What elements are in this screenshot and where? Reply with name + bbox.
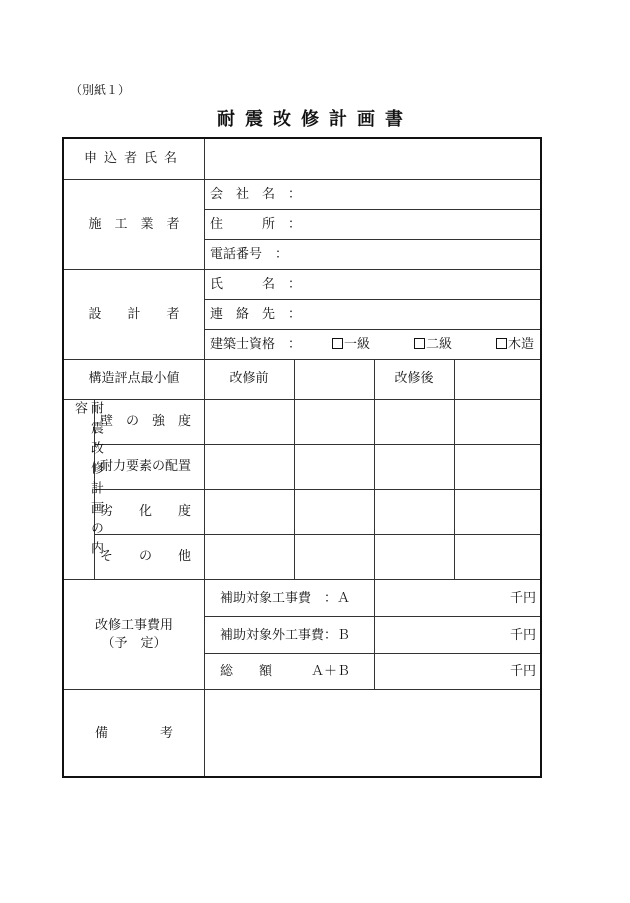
row-divider <box>64 689 540 690</box>
structure-score-label: 構造評点最小値 <box>88 371 180 386</box>
plan-content-label: 耐震改修計画の内容 <box>72 401 103 561</box>
row-divider <box>94 534 540 535</box>
cost-total-label: 総 額 Ａ＋Ｂ <box>220 664 351 679</box>
row-divider <box>94 489 540 490</box>
plan-item-layout: 耐力要素の配置 <box>100 459 192 474</box>
plan-item-deterioration: 劣 化 度 <box>100 504 192 519</box>
plan-item-other: そ の 他 <box>100 549 192 564</box>
row-divider <box>204 329 540 330</box>
column-divider <box>374 359 375 579</box>
page-title: 耐震改修計画書 <box>217 109 413 130</box>
qualification-option-3[interactable] <box>496 337 534 353</box>
annex-label: （別紙１） <box>70 83 131 97</box>
contractor-address-label: 住 所 ： <box>210 217 302 232</box>
cost-unsubsidized-label: 補助対象外工事費：Ｂ <box>220 628 351 643</box>
contractor-company-label: 会 社 名 ： <box>210 187 302 202</box>
row-divider <box>64 179 540 180</box>
column-divider <box>454 359 455 579</box>
remarks-label: 備 考 <box>94 726 173 741</box>
row-divider <box>204 616 540 617</box>
column-divider <box>294 359 295 579</box>
qualification-option-1[interactable] <box>332 337 370 353</box>
qualification-option-2[interactable] <box>414 337 452 353</box>
before-retrofit-label: 改修前 <box>229 371 269 386</box>
cost-label: 改修工事費用 <box>94 618 173 633</box>
cost-subsidized-unit: 千円 <box>510 591 537 606</box>
applicant-label: 申込者氏名 <box>83 151 184 166</box>
row-divider <box>204 239 540 240</box>
qualification-option-label: 一級 <box>344 337 371 352</box>
plan-item-wall-strength: 壁 の 強 度 <box>100 414 192 429</box>
contractor-phone-label: 電話番号 ： <box>210 247 289 262</box>
cost-label-note: （予 定） <box>101 636 167 651</box>
checkbox-icon <box>332 338 343 349</box>
designer-name-label: 氏 名 ： <box>210 277 302 292</box>
checkbox-icon <box>496 338 507 349</box>
column-divider <box>204 139 205 776</box>
row-divider <box>204 653 540 654</box>
designer-contact-label: 連 絡 先 ： <box>210 307 302 322</box>
row-divider <box>64 399 540 400</box>
row-divider <box>204 299 540 300</box>
row-divider <box>204 209 540 210</box>
row-divider <box>64 579 540 580</box>
row-divider <box>64 269 540 270</box>
plan-form-table <box>62 137 542 778</box>
after-retrofit-label: 改修後 <box>394 371 434 386</box>
designer-label: 設 計 者 <box>88 307 180 322</box>
cost-total-unit: 千円 <box>510 664 537 679</box>
designer-qualification-label: 建築士資格 ： <box>210 337 302 352</box>
cost-unsubsidized-unit: 千円 <box>510 628 537 643</box>
cost-subsidized-label: 補助対象工事費 ：Ａ <box>220 591 351 606</box>
qualification-option-label: 二級 <box>426 337 453 352</box>
row-divider <box>94 444 540 445</box>
checkbox-icon <box>414 338 425 349</box>
qualification-option-label: 木造 <box>508 337 535 352</box>
row-divider <box>64 359 540 360</box>
column-divider <box>374 579 375 689</box>
contractor-label: 施 工 業 者 <box>88 217 180 232</box>
